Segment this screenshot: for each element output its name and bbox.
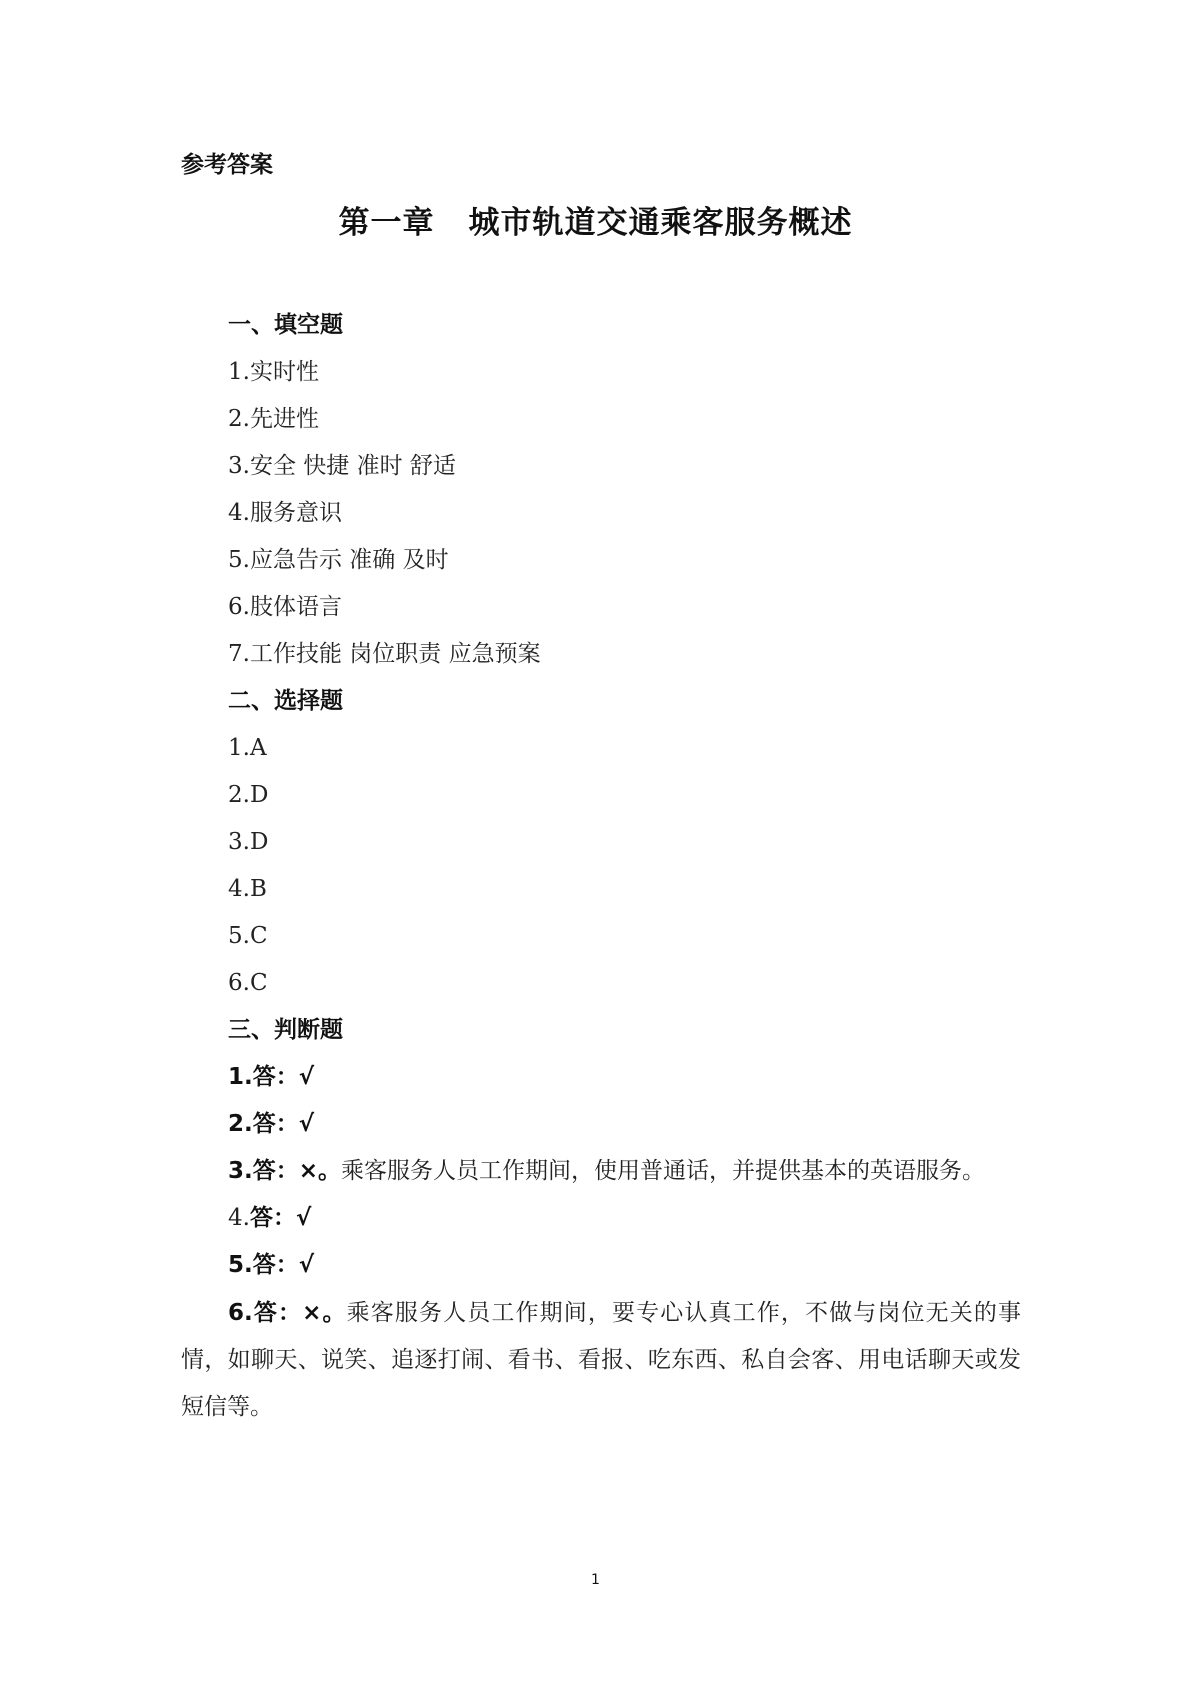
answer-item (228, 1062, 314, 1092)
list-item: 6.C (228, 970, 268, 996)
check-mark: √ (298, 1064, 315, 1090)
doc-label: 参考答案 (181, 152, 273, 178)
list-item: 7.工作技能 岗位职责 应急预案 (228, 641, 541, 667)
answer-item (228, 1109, 314, 1139)
answer-paragraph (181, 1290, 1021, 1431)
answer-label: 答： (249, 1205, 296, 1231)
list-item: 1.A (228, 735, 267, 761)
list-item: 4.B (228, 876, 267, 902)
answer-label: 6.答： (228, 1300, 303, 1326)
chapter-title (0, 203, 1191, 243)
section-heading-multiple-choice: 二、选择题 (228, 688, 343, 714)
chapter-name: 城市轨道交通乘客服务概述 (468, 205, 853, 241)
answer-text: 乘客服务人员工作期间，要专心认真工作，不做与岗位无关的事情，如聊天、说笑、追逐打闹、看书、看报、吃东西、私自会客、用电话聊天或发短信等。 (181, 1300, 1022, 1420)
list-item: 5.C (228, 923, 268, 949)
section-heading-fill-blank: 一、填空题 (228, 312, 343, 338)
answer-label: 3.答： (228, 1158, 299, 1184)
list-item: 1.实时性 (228, 359, 319, 385)
list-item: 2.先进性 (228, 406, 319, 432)
check-mark: √ (295, 1205, 312, 1231)
list-item: 2.D (228, 782, 269, 808)
list-item: 4.服务意识 (228, 500, 342, 526)
answer-label: 5.答： (228, 1252, 299, 1278)
answer-label: 1.答： (228, 1064, 299, 1090)
page-number: 1 (591, 1572, 600, 1588)
list-item: 3.D (228, 829, 269, 855)
cross-mark: ×。 (298, 1158, 342, 1184)
list-item: 5.应急告示 准确 及时 (228, 547, 449, 573)
list-item: 3.安全 快捷 准时 舒适 (228, 453, 456, 479)
list-item: 6.肢体语言 (228, 594, 342, 620)
answer-item (228, 1250, 314, 1280)
answer-item (228, 1156, 985, 1186)
answer-label: 2.答： (228, 1111, 299, 1137)
section-heading-true-false: 三、判断题 (228, 1017, 343, 1043)
answer-item (228, 1203, 311, 1233)
check-mark: √ (298, 1111, 315, 1137)
answer-text: 乘客服务人员工作期间，使用普通话，并提供基本的英语服务。 (341, 1158, 986, 1184)
chapter-number: 第一章 (338, 205, 435, 241)
cross-mark: ×。 (302, 1300, 347, 1326)
answer-number: 4. (228, 1205, 250, 1231)
check-mark: √ (298, 1252, 315, 1278)
